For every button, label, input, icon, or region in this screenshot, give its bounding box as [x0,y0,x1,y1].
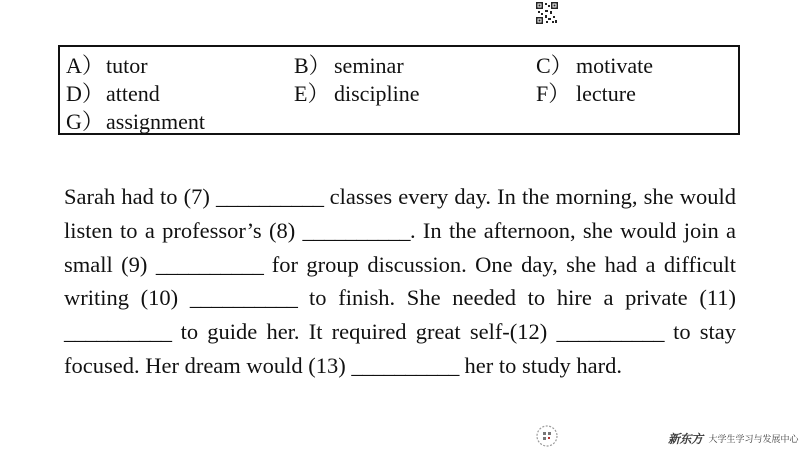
qr-code-icon [536,2,558,24]
mini-qr-icon [534,424,560,448]
option-b: B） seminar [294,53,404,78]
blank-8: __________ [302,217,411,243]
option-d: D）attend [66,81,160,106]
blank-12: __________ [556,319,664,345]
option-g: G）assignment [66,109,205,134]
passage [64,180,736,383]
option-f: F） lecture [536,81,636,106]
passage-text: Sarah had to (7) __________ classes every day. In the morning, she would listen to a professor’s (8) __________. In the afternoon, she would join a small (9) __________ for group discussion. One day, she had a difficult writing (10) __________ to finish. She needed to hire a private (11) __________ to guide her. It required great self-(12) __________ to stay focused. Her dream would (13) __________ her to study hard. [64,184,736,378]
blank-13: __________ [351,352,459,378]
word-bank [58,45,740,135]
blank-9: __________ [155,251,264,277]
option-c: C） motivate [536,53,653,78]
option-a: A）tutor [66,53,148,78]
footer-logo [668,430,799,447]
blank-10: __________ [189,285,298,311]
option-e: E） discipline [294,81,420,106]
blank-7: __________ [215,184,324,209]
blank-11: __________ [64,319,172,345]
department-name: 大学生学习与发展中心 [708,435,799,445]
brand-logo: 新东方 [668,432,703,446]
